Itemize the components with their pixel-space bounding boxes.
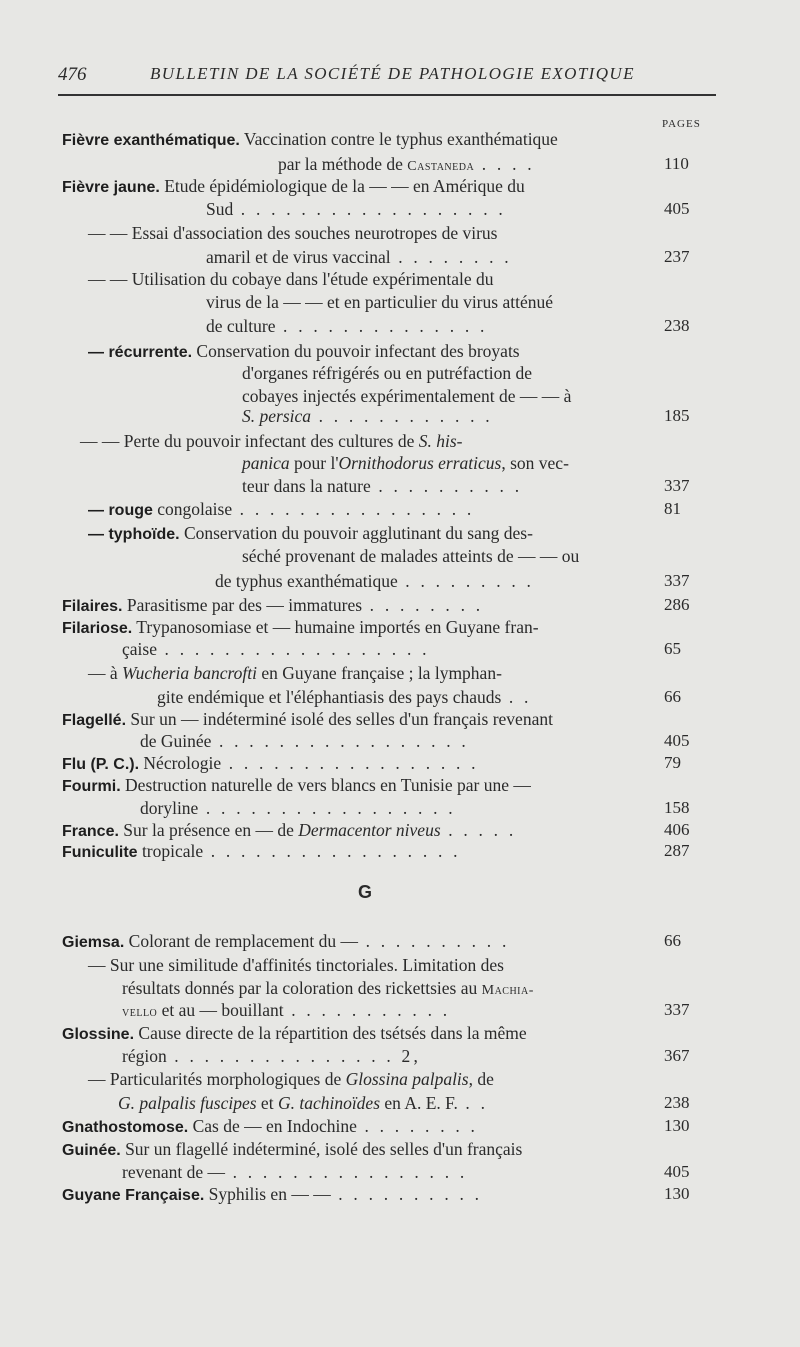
page-reference: 110	[664, 154, 689, 173]
entry-text: en A. E. F.	[380, 1093, 458, 1113]
index-line	[62, 128, 558, 152]
entry-italic: S. persica	[242, 406, 312, 426]
index-line	[157, 686, 532, 708]
page-reference: 405	[664, 1162, 690, 1181]
index-line	[88, 522, 533, 546]
entry-text: — — Essai d'association des souches neurotropes de virus	[88, 223, 498, 243]
entry-dots: . .	[457, 1093, 489, 1113]
index-line	[122, 638, 430, 660]
index-line	[62, 708, 553, 732]
entry-text: çaise	[122, 639, 157, 659]
entry-text: Vaccination contre le typhus exanthématique	[239, 129, 558, 149]
index-line	[62, 1138, 522, 1162]
index-line	[88, 340, 520, 364]
entry-text: résultats donnés par la coloration des rickettsies au	[122, 978, 482, 998]
entry-italic: panica	[242, 453, 290, 473]
page-reference: 237	[664, 247, 690, 266]
page-reference: 287	[664, 841, 690, 860]
entry-text: de Guinée	[140, 731, 212, 751]
entry-head: Fourmi.	[62, 778, 121, 795]
page-number: 476	[58, 64, 87, 85]
index-line	[88, 954, 504, 976]
entry-dots: . . . . . . . .	[356, 1116, 479, 1136]
index-line	[88, 498, 475, 522]
index-line	[122, 999, 450, 1024]
running-title: BULLETIN DE LA SOCIÉTÉ DE PATHOLOGIE EXOTIQUE	[150, 64, 635, 83]
page-reference: 286	[664, 595, 690, 614]
entry-text: en Guyane française ; la lymphan-	[257, 663, 502, 683]
page-reference: 337	[664, 571, 690, 590]
entry-head: Filaires.	[62, 598, 123, 615]
index-line	[206, 315, 488, 337]
index-line	[122, 1161, 467, 1183]
entry-text: pour l'	[289, 453, 339, 473]
page-header	[58, 58, 678, 88]
entry-dots: . .	[501, 687, 532, 707]
entry-head: Fièvre exanthématique.	[62, 132, 240, 149]
index-line	[88, 662, 502, 684]
index-line	[62, 594, 483, 618]
entry-text: et au — bouillant	[157, 1000, 284, 1020]
entry-text: — Particularités morphologiques de	[88, 1069, 346, 1089]
entry-head: Giemsa.	[62, 934, 125, 951]
entry-dots: . . . . . . . . . . . .	[311, 406, 493, 426]
page-reference: 65	[664, 639, 681, 658]
entry-text: — Sur une similitude d'affinités tinctoriales. Limitation des	[88, 955, 504, 975]
page-reference: 238	[664, 316, 690, 335]
entry-head: Flagellé.	[62, 712, 127, 729]
entry-text: , de	[468, 1069, 494, 1089]
entry-italic: Ornithodorus erraticus	[338, 453, 502, 473]
entry-text: amaril et de virus vaccinal	[206, 247, 391, 267]
entry-text: de typhus exanthématique	[215, 571, 398, 591]
entry-text: Nécrologie	[139, 753, 222, 773]
entry-text: — — Perte du pouvoir infectant des cultures de	[80, 431, 419, 451]
index-line	[88, 268, 494, 290]
entry-sc: Machia-	[481, 983, 534, 998]
entry-text: Destruction naturelle de vers blancs en Tunisie par une —	[120, 775, 531, 795]
index-line	[88, 222, 497, 244]
entry-text: de culture	[206, 316, 276, 336]
index-line	[215, 570, 534, 592]
entry-text: Colorant de remplacement du —	[124, 931, 359, 951]
index-line	[122, 1045, 421, 1067]
entry-text: Trypanosomiase et — humaine importés en Guyane fran-	[132, 617, 539, 637]
entry-head: Glossine.	[62, 1026, 135, 1043]
entry-dots: . . . . . . . . .	[397, 571, 535, 591]
entry-dots: . . . . . . . . . . . . . . . .	[225, 1162, 468, 1182]
page-reference: 238	[664, 1093, 690, 1112]
page-reference: 66	[664, 687, 681, 706]
entry-italic: Glossina palpalis	[345, 1069, 469, 1089]
entry-head: Guyane Française.	[62, 1187, 205, 1204]
entry-text: revenant de —	[122, 1162, 226, 1182]
entry-text: Sud	[206, 199, 234, 219]
index-line	[62, 1022, 527, 1046]
entry-text: Conservation du pouvoir agglutinant du sang des-	[179, 523, 533, 543]
entry-dots: . . . . . . . . . . .	[283, 1000, 451, 1020]
entry-text: — — Utilisation du cobaye dans l'étude expérimentale du	[88, 269, 494, 289]
entry-dots: . . . . . . . . . . . . . . . . .	[221, 753, 479, 773]
page-reference: 406	[664, 820, 690, 839]
page-reference: 367	[664, 1046, 690, 1065]
entry-dots: . . . . . . . . . . . . . . . . .	[211, 731, 469, 751]
page-reference: 158	[664, 798, 690, 817]
page-reference: 405	[664, 731, 690, 750]
entry-text: gite endémique et l'éléphantiasis des pays chauds	[157, 687, 502, 707]
entry-text: séché provenant de malades atteints de — — ou	[242, 546, 580, 566]
index-line	[206, 291, 553, 313]
entry-dots: . . . . . . . .	[390, 247, 512, 267]
entry-text: tropicale	[137, 841, 204, 861]
index-line	[242, 475, 522, 497]
page-reference: 185	[664, 406, 690, 425]
entry-text: teur dans la nature	[242, 476, 371, 496]
page-reference: 66	[664, 931, 681, 950]
entry-text: par la méthode de	[278, 154, 408, 174]
index-line	[242, 452, 569, 474]
entry-text: , son vec-	[501, 453, 569, 473]
entry-italic: G. tachinoïdes	[277, 1093, 381, 1113]
entry-text: Conservation du pouvoir infectant des broyats	[192, 341, 520, 361]
entry-dots: . . . . . . . . . . . . . . . .	[232, 499, 475, 519]
index-line	[62, 752, 479, 776]
entry-head: Filariose.	[62, 620, 133, 637]
entry-text: région	[122, 1046, 167, 1066]
entry-sc: Castaneda	[407, 159, 475, 174]
entry-text: Sur un flagellé indéterminé, isolé des selles d'un français	[120, 1139, 523, 1159]
index-line	[242, 405, 493, 427]
page-reference: 405	[664, 199, 690, 218]
index-line	[62, 774, 531, 798]
index-line	[140, 730, 469, 752]
page-reference: 130	[664, 1116, 690, 1135]
index-line	[242, 385, 571, 407]
entry-italic: Wucheria bancrofti	[122, 663, 257, 683]
index-line	[62, 1183, 482, 1207]
entry-text: Sur un — indéterminé isolé des selles d'un français revenant	[126, 709, 553, 729]
entry-italic: Dermacentor niveus	[298, 820, 441, 840]
entry-dots: . . . . . . . . . . . . . . . 2,	[166, 1046, 422, 1066]
entry-head: — rouge	[88, 502, 153, 519]
index-line	[62, 616, 539, 640]
entry-text: Cas de — en Indochine	[188, 1116, 357, 1136]
page-reference: 130	[664, 1184, 690, 1203]
page-reference: 337	[664, 1000, 690, 1019]
section-letter: G	[358, 882, 373, 902]
entry-head: Fièvre jaune.	[62, 179, 160, 196]
index-line	[206, 246, 512, 268]
index-line	[140, 797, 456, 819]
entry-text: Syphilis en — —	[204, 1184, 331, 1204]
entry-text: virus de la — — et en particulier du virus atténué	[206, 292, 553, 312]
entry-dots: . . . . . . . . . .	[330, 1184, 483, 1204]
entry-text: d'organes réfrigérés ou en putréfaction de	[242, 363, 532, 383]
page-reference: 81	[664, 499, 681, 518]
entry-text: Cause directe de la répartition des tsétsés dans la même	[134, 1023, 527, 1043]
entry-text: Sur la présence en — de	[118, 820, 299, 840]
page-reference: 79	[664, 753, 681, 772]
entry-text: Etude épidémiologique de la — — en Amérique du	[159, 176, 525, 196]
entry-text: congolaise	[152, 499, 233, 519]
entry-dots: . . . . . . . . . . . . . . . . .	[198, 798, 456, 818]
entry-head: Gnathostomose.	[62, 1119, 189, 1136]
entry-text: et	[256, 1093, 278, 1113]
entry-dots: . . . . . . . . . . . . . . . . . .	[156, 639, 430, 659]
entry-dots: . . . .	[474, 154, 535, 174]
index-line	[118, 1092, 488, 1114]
entry-head: Flu (P. C.).	[62, 756, 140, 773]
entry-dots: . . . . . . . . . .	[358, 931, 510, 951]
entry-italic: S. his-	[418, 431, 463, 451]
header-rule	[58, 94, 716, 96]
entry-sc: vello	[122, 1005, 158, 1020]
entry-head: France.	[62, 823, 119, 840]
entry-text: cobayes injectés expérimentalement de — — à	[242, 386, 572, 406]
entry-text: Parasitisme par des — immatures	[122, 595, 363, 615]
entry-head: — typhoïde.	[88, 526, 180, 543]
entry-text: doryline	[140, 798, 199, 818]
entry-dots: . . . . . . . . . . . . . .	[275, 316, 488, 336]
entry-head: Funiculite	[62, 844, 138, 861]
entry-text: — à	[88, 663, 123, 683]
index-line	[62, 930, 510, 954]
pages-column-label: PAGES	[662, 118, 701, 130]
entry-dots: . . . . . . . . . . . . . . . . .	[203, 841, 461, 861]
entry-dots: . . . . . . . . . . . . . . . . . .	[233, 199, 506, 219]
index-line	[88, 1068, 494, 1090]
entry-dots: . . . . . . . . . .	[370, 476, 523, 496]
index-line	[206, 198, 506, 220]
entry-dots: . . . . . . . .	[362, 595, 484, 615]
index-line	[242, 362, 532, 384]
entry-head: — récurrente.	[88, 344, 193, 361]
index-line	[62, 1115, 478, 1139]
entry-italic: G. palpalis fuscipes	[118, 1093, 257, 1113]
entry-dots: . . . . .	[440, 820, 517, 840]
page-reference: 337	[664, 476, 690, 495]
index-line	[242, 545, 579, 567]
index-line	[62, 175, 525, 199]
index-line	[80, 430, 462, 452]
index-line	[62, 840, 461, 864]
entry-head: Guinée.	[62, 1142, 121, 1159]
